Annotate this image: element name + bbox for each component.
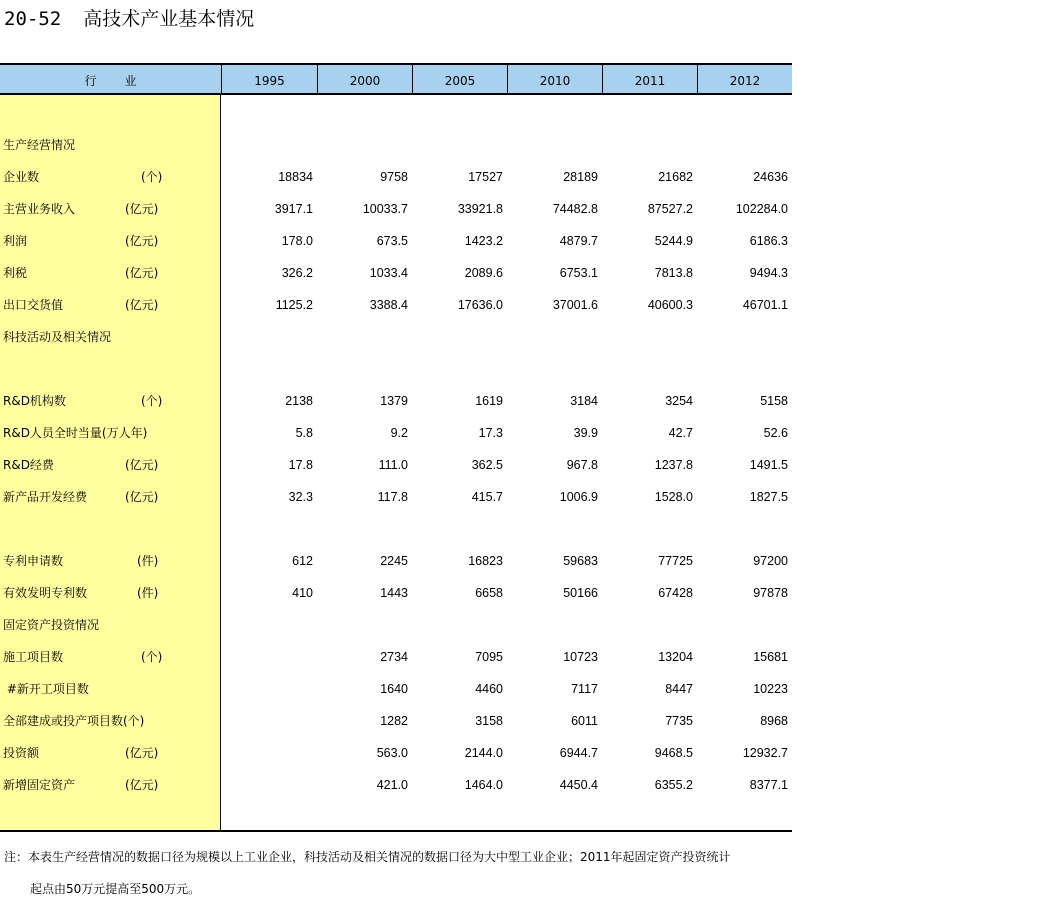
cell-value (313, 321, 408, 353)
cell-value: 415.7 (471, 490, 503, 504)
table-row (0, 417, 792, 449)
row-label: 全部建成或投产项目数(个) (3, 714, 145, 728)
cell-value: 97878 (753, 586, 788, 600)
row-label: 施工项目数 (3, 650, 64, 664)
cell-value (313, 353, 408, 385)
row-label: 固定资产投资情况 (3, 618, 100, 632)
table-row (0, 321, 792, 353)
cell-value: 7095 (475, 650, 503, 664)
cell-value: 1619 (475, 394, 503, 408)
page-title (4, 4, 254, 34)
cell-value: 1827.5 (749, 490, 788, 504)
table-row (0, 289, 792, 321)
row-label: R&D人员全时当量(万人年) (3, 426, 148, 440)
cell-value: 39.9 (573, 426, 598, 440)
cell-value: 6753.1 (559, 266, 598, 280)
cell-value: 1033.4 (369, 266, 408, 280)
footnote-line-1: 注：本表生产经营情况的数据口径为规模以上工业企业，科技活动及相关情况的数据口径为大中型工业企业；2011年起固定资产投资统计 (4, 850, 731, 864)
header-year: 2000 (317, 65, 412, 93)
cell-value: 410 (292, 586, 313, 600)
cell-value: 2245 (380, 554, 408, 568)
cell-value: 18834 (278, 170, 313, 184)
table-row (0, 257, 792, 289)
cell-value: 12932.7 (742, 746, 788, 760)
cell-value (598, 609, 693, 641)
cell-value: 4460 (475, 682, 503, 696)
table-header (0, 63, 792, 95)
header-year: 2010 (507, 65, 602, 93)
cell-value (408, 609, 503, 641)
row-label: 有效发明专利数 (3, 586, 88, 600)
cell-value: 40600.3 (647, 298, 693, 312)
table-row (0, 769, 792, 801)
table-row (0, 161, 792, 193)
cell-value: 178.0 (281, 234, 313, 248)
data-table (0, 63, 792, 832)
table-title: 高技术产业基本情况 (83, 8, 255, 30)
row-label: 投资额 (3, 746, 40, 760)
cell-value (218, 673, 313, 705)
cell-value: 16823 (468, 554, 503, 568)
cell-value: 3388.4 (369, 298, 408, 312)
cell-value: 74482.8 (552, 202, 598, 216)
row-unit: (个) (141, 394, 163, 408)
cell-value: 8968 (760, 714, 788, 728)
row-label: 专利申请数 (3, 554, 64, 568)
cell-value: 3158 (475, 714, 503, 728)
cell-value: 15681 (753, 650, 788, 664)
table-row (0, 577, 792, 609)
cell-value: 326.2 (281, 266, 313, 280)
cell-value (503, 609, 598, 641)
table-row (0, 449, 792, 481)
table-row (0, 225, 792, 257)
cell-value: 67428 (658, 586, 693, 600)
cell-value: 17.8 (288, 458, 313, 472)
row-unit: (个) (141, 650, 163, 664)
table-row (0, 353, 792, 385)
row-label: 新产品开发经费 (3, 490, 88, 504)
cell-value (408, 513, 503, 545)
row-unit: (件) (137, 554, 159, 568)
cell-value: 3917.1 (274, 202, 313, 216)
row-label: 生产经营情况 (3, 138, 76, 152)
table-row (0, 545, 792, 577)
cell-value: 10033.7 (362, 202, 408, 216)
cell-value (218, 513, 313, 545)
cell-value: 1237.8 (654, 458, 693, 472)
cell-value: 6944.7 (559, 746, 598, 760)
cell-value: 87527.2 (647, 202, 693, 216)
cell-value: 102284.0 (735, 202, 788, 216)
cell-value: 28189 (563, 170, 598, 184)
cell-value: 9.2 (390, 426, 408, 440)
cell-value: 17527 (468, 170, 503, 184)
table-row (0, 193, 792, 225)
row-label: 出口交货值 (3, 298, 64, 312)
cell-value: 1491.5 (749, 458, 788, 472)
cell-value: 1640 (380, 682, 408, 696)
row-label: 利润 (3, 234, 28, 248)
row-label: 利税 (3, 266, 28, 280)
row-unit: (亿元) (125, 490, 159, 504)
cell-value: 2734 (380, 650, 408, 664)
cell-value: 17636.0 (457, 298, 503, 312)
table-bottom-rule (0, 830, 792, 832)
cell-value (218, 129, 313, 161)
cell-value: 7117 (571, 682, 598, 696)
cell-value: 21682 (658, 170, 693, 184)
cell-value: 6658 (475, 586, 503, 600)
row-unit: (个) (141, 170, 163, 184)
row-label: 主营业务收入 (3, 202, 76, 216)
row-unit: (亿元) (125, 202, 159, 216)
cell-value: 111.0 (378, 458, 408, 472)
table-row (0, 513, 792, 545)
cell-value (218, 353, 313, 385)
cell-value (408, 321, 503, 353)
cell-value: 5158 (760, 394, 788, 408)
cell-value (503, 353, 598, 385)
cell-value: 1006.9 (559, 490, 598, 504)
cell-value: 5.8 (295, 426, 313, 440)
row-unit: (亿元) (125, 458, 159, 472)
cell-value (408, 353, 503, 385)
row-unit: (亿元) (125, 778, 159, 792)
cell-value: 10723 (563, 650, 598, 664)
cell-value (503, 129, 598, 161)
cell-value (218, 641, 313, 673)
cell-value (693, 321, 788, 353)
footnote-line-2: 起点由50万元提高至500万元。 (30, 882, 201, 896)
cell-value: 6355.2 (654, 778, 693, 792)
cell-value: 2138 (285, 394, 313, 408)
cell-value: 7813.8 (654, 266, 693, 280)
cell-value: 50166 (563, 586, 598, 600)
cell-value (693, 609, 788, 641)
cell-value (218, 769, 313, 801)
cell-value (218, 737, 313, 769)
row-label: #新开工项目数 (3, 682, 89, 696)
cell-value: 1282 (380, 714, 408, 728)
cell-value: 563.0 (376, 746, 408, 760)
cell-value: 1528.0 (654, 490, 693, 504)
cell-value: 5244.9 (654, 234, 693, 248)
row-label: 科技活动及相关情况 (3, 330, 112, 344)
table-row (0, 673, 792, 705)
cell-value: 612 (292, 554, 313, 568)
cell-value: 9468.5 (654, 746, 693, 760)
cell-value: 6011 (571, 714, 598, 728)
cell-value (218, 705, 313, 737)
cell-value: 3184 (570, 394, 598, 408)
row-unit: (亿元) (125, 298, 159, 312)
header-year: 2011 (602, 65, 697, 93)
cell-value: 9758 (380, 170, 408, 184)
cell-value (598, 129, 693, 161)
cell-value (598, 353, 693, 385)
cell-value: 8447 (665, 682, 693, 696)
cell-value (598, 513, 693, 545)
table-row (0, 641, 792, 673)
cell-value: 37001.6 (552, 298, 598, 312)
row-unit: (件) (137, 586, 159, 600)
cell-value: 4879.7 (559, 234, 598, 248)
cell-value (218, 609, 313, 641)
table-row (0, 705, 792, 737)
cell-value (313, 609, 408, 641)
header-industry: 行业 (84, 74, 165, 88)
row-unit: (亿元) (125, 234, 159, 248)
cell-value: 3254 (665, 394, 693, 408)
table-number: 20-52 (4, 8, 62, 30)
row-label: 企业数 (3, 170, 40, 184)
cell-value (598, 321, 693, 353)
row-label: 新增固定资产 (3, 778, 76, 792)
cell-value (503, 321, 598, 353)
cell-value (408, 129, 503, 161)
cell-value: 77725 (658, 554, 693, 568)
cell-value: 32.3 (288, 490, 313, 504)
cell-value: 421.0 (376, 778, 408, 792)
cell-value: 117.8 (377, 490, 408, 504)
cell-value: 24636 (753, 170, 788, 184)
row-unit: (亿元) (125, 266, 159, 280)
cell-value: 7735 (665, 714, 693, 728)
cell-value: 59683 (563, 554, 598, 568)
cell-value (693, 353, 788, 385)
table-row (0, 385, 792, 417)
header-year: 1995 (221, 65, 317, 93)
cell-value (693, 129, 788, 161)
cell-value: 967.8 (566, 458, 598, 472)
cell-value: 2144.0 (464, 746, 503, 760)
cell-value: 17.3 (478, 426, 503, 440)
row-label: R&D经费 (3, 458, 54, 472)
cell-value: 46701.1 (742, 298, 788, 312)
cell-value: 42.7 (668, 426, 693, 440)
cell-value: 1379 (380, 394, 408, 408)
header-year: 2005 (412, 65, 507, 93)
table-row (0, 481, 792, 513)
cell-value: 1423.2 (464, 234, 503, 248)
header-year: 2012 (697, 65, 792, 93)
table-row (0, 609, 792, 641)
cell-value: 8377.1 (749, 778, 788, 792)
table-row (0, 129, 792, 161)
row-unit: (亿元) (125, 746, 159, 760)
cell-value (313, 129, 408, 161)
cell-value: 362.5 (471, 458, 503, 472)
cell-value (503, 513, 598, 545)
cell-value: 1464.0 (464, 778, 503, 792)
cell-value: 6186.3 (749, 234, 788, 248)
cell-value: 2089.6 (464, 266, 503, 280)
cell-value: 1125.2 (275, 298, 313, 312)
cell-value: 673.5 (376, 234, 408, 248)
cell-value (218, 321, 313, 353)
cell-value: 4450.4 (559, 778, 598, 792)
cell-value: 1443 (380, 586, 408, 600)
cell-value (313, 513, 408, 545)
cell-value: 9494.3 (749, 266, 788, 280)
cell-value: 52.6 (763, 426, 788, 440)
cell-value: 10223 (753, 682, 788, 696)
cell-value: 13204 (658, 650, 693, 664)
cell-value (693, 513, 788, 545)
cell-value: 33921.8 (457, 202, 503, 216)
cell-value: 97200 (753, 554, 788, 568)
row-label: R&D机构数 (3, 394, 66, 408)
table-row (0, 737, 792, 769)
